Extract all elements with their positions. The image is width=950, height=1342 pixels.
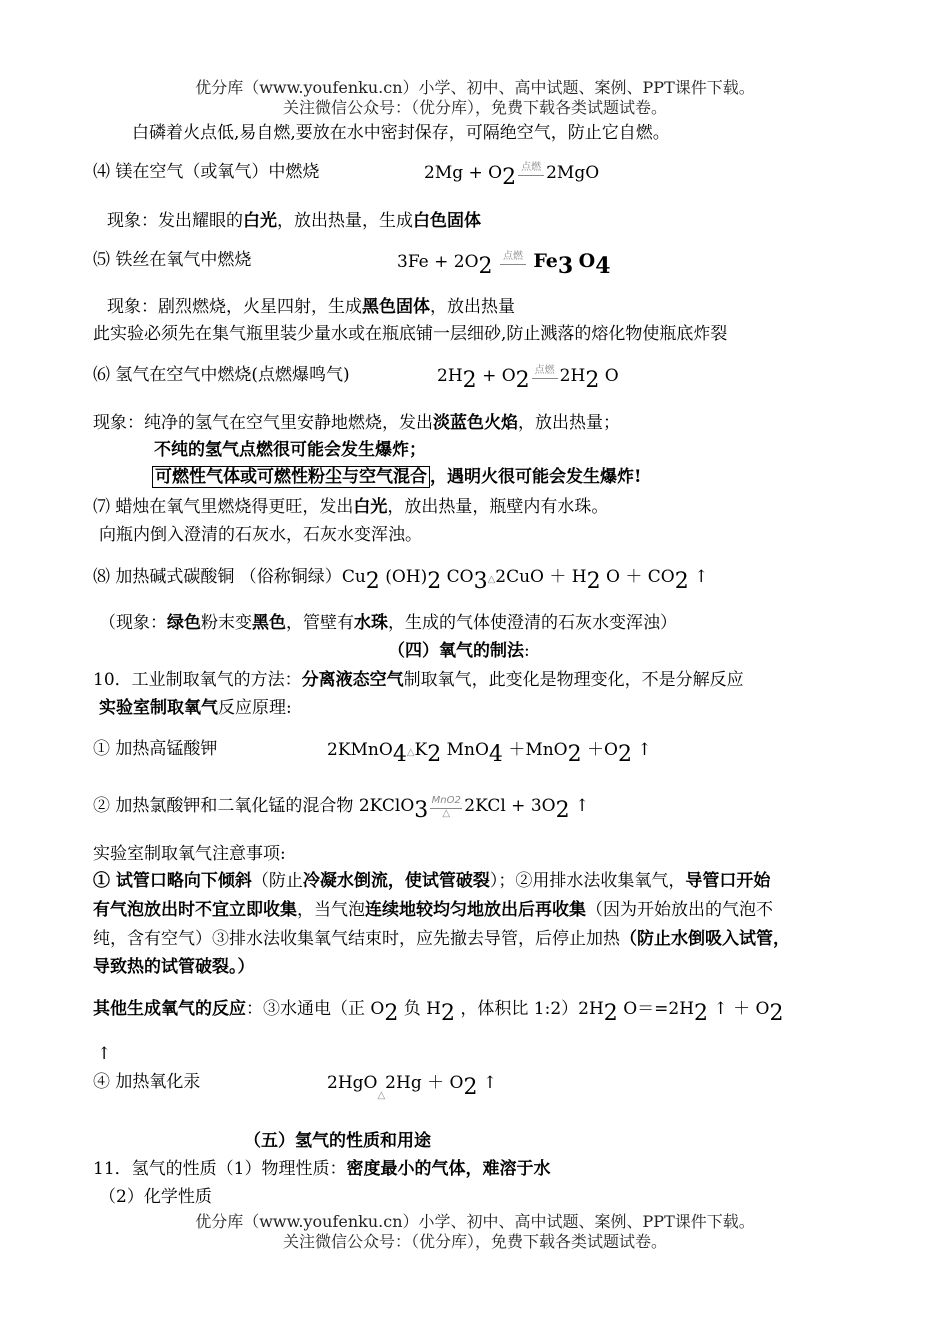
fe-equation: 3Fe + 2O2 点燃 Fe3 O4 (397, 250, 611, 279)
heat-triangle-icon: △ (406, 747, 415, 758)
section-4-title: （四）氧气的制法: (388, 641, 530, 661)
h2-label: ⑹ 氢气在空气中燃烧(点燃爆鸣气) (93, 365, 350, 385)
notes-title: 实验室制取氧气注意事项: (93, 844, 286, 864)
other-o2-reactions: 其他生成氧气的反应：③水通电（正 O2 负 H2 ，体积比 1:2）2H2 O＝=2H2 ↑ ＋ O2 (93, 999, 784, 1026)
h2-equation: 2H2 + O2 点燃 2H2 O (437, 365, 619, 393)
malachite-observation: （现象：绿色粉末变黑色，管壁有水珠，生成的气体使澄清的石灰水变浑浊） (99, 613, 677, 633)
mg-label: ⑷ 镁在空气（或氧气）中燃烧 (93, 162, 320, 182)
kmno4-label: ① 加热高锰酸钾 (93, 739, 218, 759)
h2-impure-warning: 不纯的氢气点燃很可能会发生爆炸； (154, 440, 426, 460)
mg-observation: 现象：发出耀眼的白光，放出热量，生成白色固体 (107, 211, 481, 231)
notes-line4: 导致热的试管破裂。） (93, 957, 255, 977)
kmno4-equation: 2KMnO4△K2 MnO4 ＋MnO2 ＋O2 ↑ (327, 740, 652, 767)
candle-line1: ⑺ 蜡烛在氧气里燃烧得更旺，发出白光，放出热量，瓶壁内有水珠。 (93, 497, 609, 517)
malachite-equation: ⑻ 加热碱式碳酸铜 （俗称铜绿）Cu2 (OH)2 CO3△2CuO ＋ H2 O ＋ CO2 ↑ (93, 567, 709, 594)
notes-line2: 有气泡放出时不宜立即收集，当气泡连续地较均匀地放出后再收集（因为开始放出的气泡不 (93, 900, 773, 920)
fe-observation: 现象：剧烈燃烧，火星四射，生成黑色固体，放出热量 (107, 297, 515, 317)
hgo-equation: 2HgO△2Hg ＋ O2 ↑ (327, 1071, 497, 1097)
condition-ignite: 点燃 (498, 251, 528, 273)
notes-line1: ① 试管口略向下倾斜（防止冷凝水倒流，使试管破裂）；②用排水法收集氧气，导管口开始 (93, 871, 771, 891)
h2-explosion-warning: 可燃性气体或可燃性粉尘与空气混合 ，遇明火很可能会发生爆炸! (152, 466, 641, 488)
candle-line2: 向瓶内倒入澄清的石灰水，石灰水变浑浊。 (99, 525, 422, 545)
gas-arrow-icon: ↑ (694, 567, 709, 587)
fe-note: 此实验必须先在集气瓶里装少量水或在瓶底铺一层细砂,防止溅落的熔化物使瓶底炸裂 (93, 324, 728, 344)
gas-arrow-icon: ↑ (97, 1044, 112, 1064)
q11-chemical: （2）化学性质 (99, 1187, 212, 1207)
gas-arrow-icon: ↑ (482, 1073, 498, 1093)
page-footer-line1: 优分库（www.youfenku.cn）小学、初中、高中试题、案例、PPT课件下载。 (195, 1212, 755, 1231)
page-header-line1: 优分库（www.youfenku.cn）小学、初中、高中试题、案例、PPT课件下载。 (195, 78, 755, 97)
page-header-line2: 关注微信公众号：（优分库），免费下载各类试题试卷。 (282, 98, 667, 117)
phosphorus-note: 白磷着火点低,易自燃,要放在水中密封保存，可隔绝空气，防止它自燃。 (132, 123, 670, 143)
page-footer-line2: 关注微信公众号：（优分库），免费下载各类试题试卷。 (282, 1232, 667, 1251)
condition-ignite: 点燃 (530, 365, 560, 387)
q10-industrial: 10．工业制取氧气的方法：分离液态空气制取氧气，此变化是物理变化，不是分解反应 (93, 670, 744, 690)
boxed-warning: 可燃性气体或可燃性粉尘与空气混合 (152, 466, 430, 488)
q10-lab-principle: 实验室制取氧气反应原理: (99, 698, 292, 718)
gas-arrow-icon: ↑ (574, 796, 590, 816)
catalyst-condition: MnO2 △ (431, 795, 461, 819)
q11-physical: 11．氢气的性质（1）物理性质：密度最小的气体，难溶于水 (93, 1159, 551, 1179)
notes-line3: 纯，含有空气）③排水法收集氧气结束时，应先撤去导管，后停止加热（防止水倒吸入试管， (93, 929, 790, 949)
heat-triangle-icon: △ (377, 1090, 386, 1101)
hgo-label: ④ 加热氧化汞 (93, 1072, 201, 1092)
condition-ignite: 点燃 (516, 162, 546, 184)
mg-equation: 2Mg + O2 点燃 2MgO (424, 162, 600, 190)
section-5-title: （五）氢气的性质和用途 (244, 1131, 431, 1151)
h2-observation: 现象：纯净的氢气在空气里安静地燃烧，发出淡蓝色火焰，放出热量； (93, 413, 620, 433)
fe-label: ⑸ 铁丝在氧气中燃烧 (93, 250, 252, 270)
gas-arrow-icon: ↑ (637, 740, 652, 760)
kclo3-equation: ② 加热氯酸钾和二氧化锰的混合物 2KClO3 MnO2 △ 2KCl + 3O2 ↑ (93, 795, 590, 823)
heat-triangle-icon: △ (487, 574, 496, 585)
